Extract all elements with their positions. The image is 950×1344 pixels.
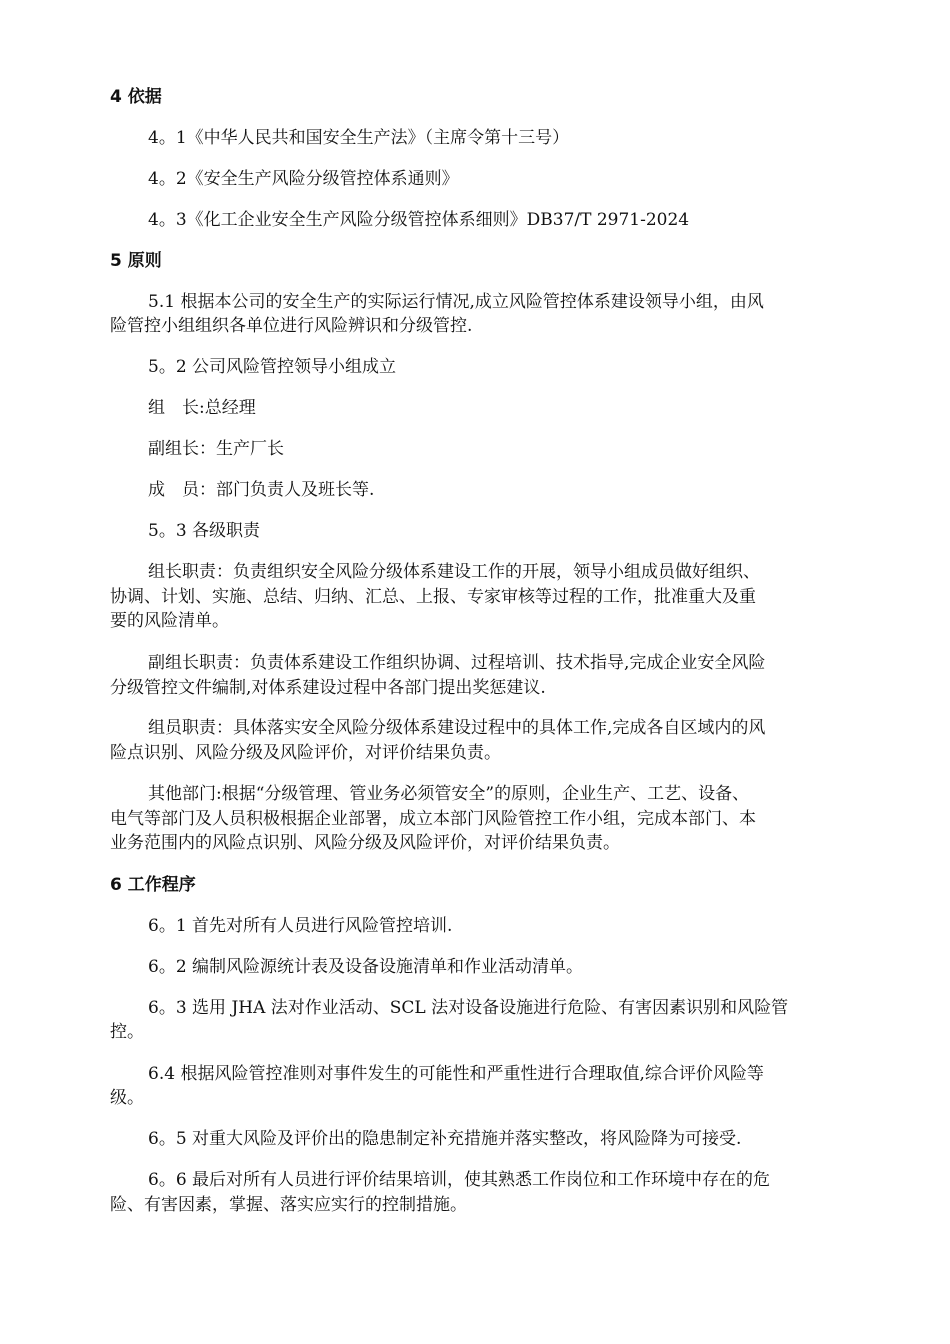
procedure-6-3-line-1: 6。3 选用 JHA 法对作业活动、SCL 法对设备设施进行危险、有害因素识别和风险管	[148, 998, 789, 1018]
duty-other-line-3: 业务范围内的风险点识别、风险分级及风险评价，对评价结果负责。	[110, 833, 620, 853]
procedure-6-3-line-2: 控。	[110, 1022, 144, 1042]
section-5-heading: 5 原则	[110, 251, 162, 271]
procedure-6-5: 6。5 对重大风险及评价出的隐患制定补充措施并落实整改，将风险降为可接受.	[148, 1129, 742, 1149]
duty-other-line-2: 电气等部门及人员积极根据企业部署，成立本部门风险管控工作小组，完成本部门、本	[110, 809, 756, 829]
duty-leader-line-3: 要的风险清单。	[110, 611, 229, 631]
duty-leader-line-2: 协调、计划、实施、总结、归纳、汇总、上报、专家审核等过程的工作，批准重大及重	[110, 587, 756, 607]
group-leader: 组 长:总经理	[148, 398, 256, 418]
principle-5-1-line-2: 险管控小组组织各单位进行风险辨识和分级管控.	[110, 316, 473, 336]
section-4-heading: 4 依据	[110, 87, 162, 107]
procedure-6-1: 6。1 首先对所有人员进行风险管控培训.	[148, 916, 453, 936]
group-deputy: 副组长：生产厂长	[148, 439, 284, 459]
principle-5-3: 5。3 各级职责	[148, 521, 261, 541]
principle-5-1-line-1: 5.1 根据本公司的安全生产的实际运行情况,成立风险管控体系建设领导小组，由风	[148, 292, 764, 312]
basis-item-1: 4。1《中华人民共和国安全生产法》（主席令第十三号）	[148, 128, 570, 148]
procedure-6-4-line-2: 级。	[110, 1088, 144, 1108]
basis-item-2: 4。2《安全生产风险分级管控体系通则》	[148, 169, 459, 189]
procedure-6-2: 6。2 编制风险源统计表及设备设施清单和作业活动清单。	[148, 957, 584, 977]
procedure-6-6-line-2: 险、有害因素，掌握、落实应实行的控制措施。	[110, 1195, 467, 1215]
duty-deputy-line-2: 分级管控文件编制,对体系建设过程中各部门提出奖惩建议.	[110, 678, 546, 698]
basis-item-3: 4。3《化工企业安全生产风险分级管控体系细则》DB37/T 2971-2024	[148, 210, 690, 230]
duty-other-line-1: 其他部门:根据“分级管理、管业务必须管安全”的原则，企业生产、工艺、设备、	[148, 784, 750, 804]
section-6-heading: 6 工作程序	[110, 875, 196, 895]
duty-deputy-line-1: 副组长职责：负责体系建设工作组织协调、过程培训、技术指导,完成企业安全风险	[148, 653, 766, 673]
procedure-6-6-line-1: 6。6 最后对所有人员进行评价结果培训，使其熟悉工作岗位和工作环境中存在的危	[148, 1170, 771, 1190]
procedure-6-4-line-1: 6.4 根据风险管控准则对事件发生的可能性和严重性进行合理取值,综合评价风险等	[148, 1064, 764, 1084]
duty-member-line-1: 组员职责：具体落实安全风险分级体系建设过程中的具体工作,完成各自区域内的风	[148, 718, 766, 738]
duty-leader-line-1: 组长职责：负责组织安全风险分级体系建设工作的开展，领导小组成员做好组织、	[148, 562, 760, 582]
principle-5-2: 5。2 公司风险管控领导小组成立	[148, 357, 397, 377]
duty-member-line-2: 险点识别、风险分级及风险评价，对评价结果负责。	[110, 743, 501, 763]
group-members: 成 员：部门负责人及班长等.	[148, 480, 375, 500]
